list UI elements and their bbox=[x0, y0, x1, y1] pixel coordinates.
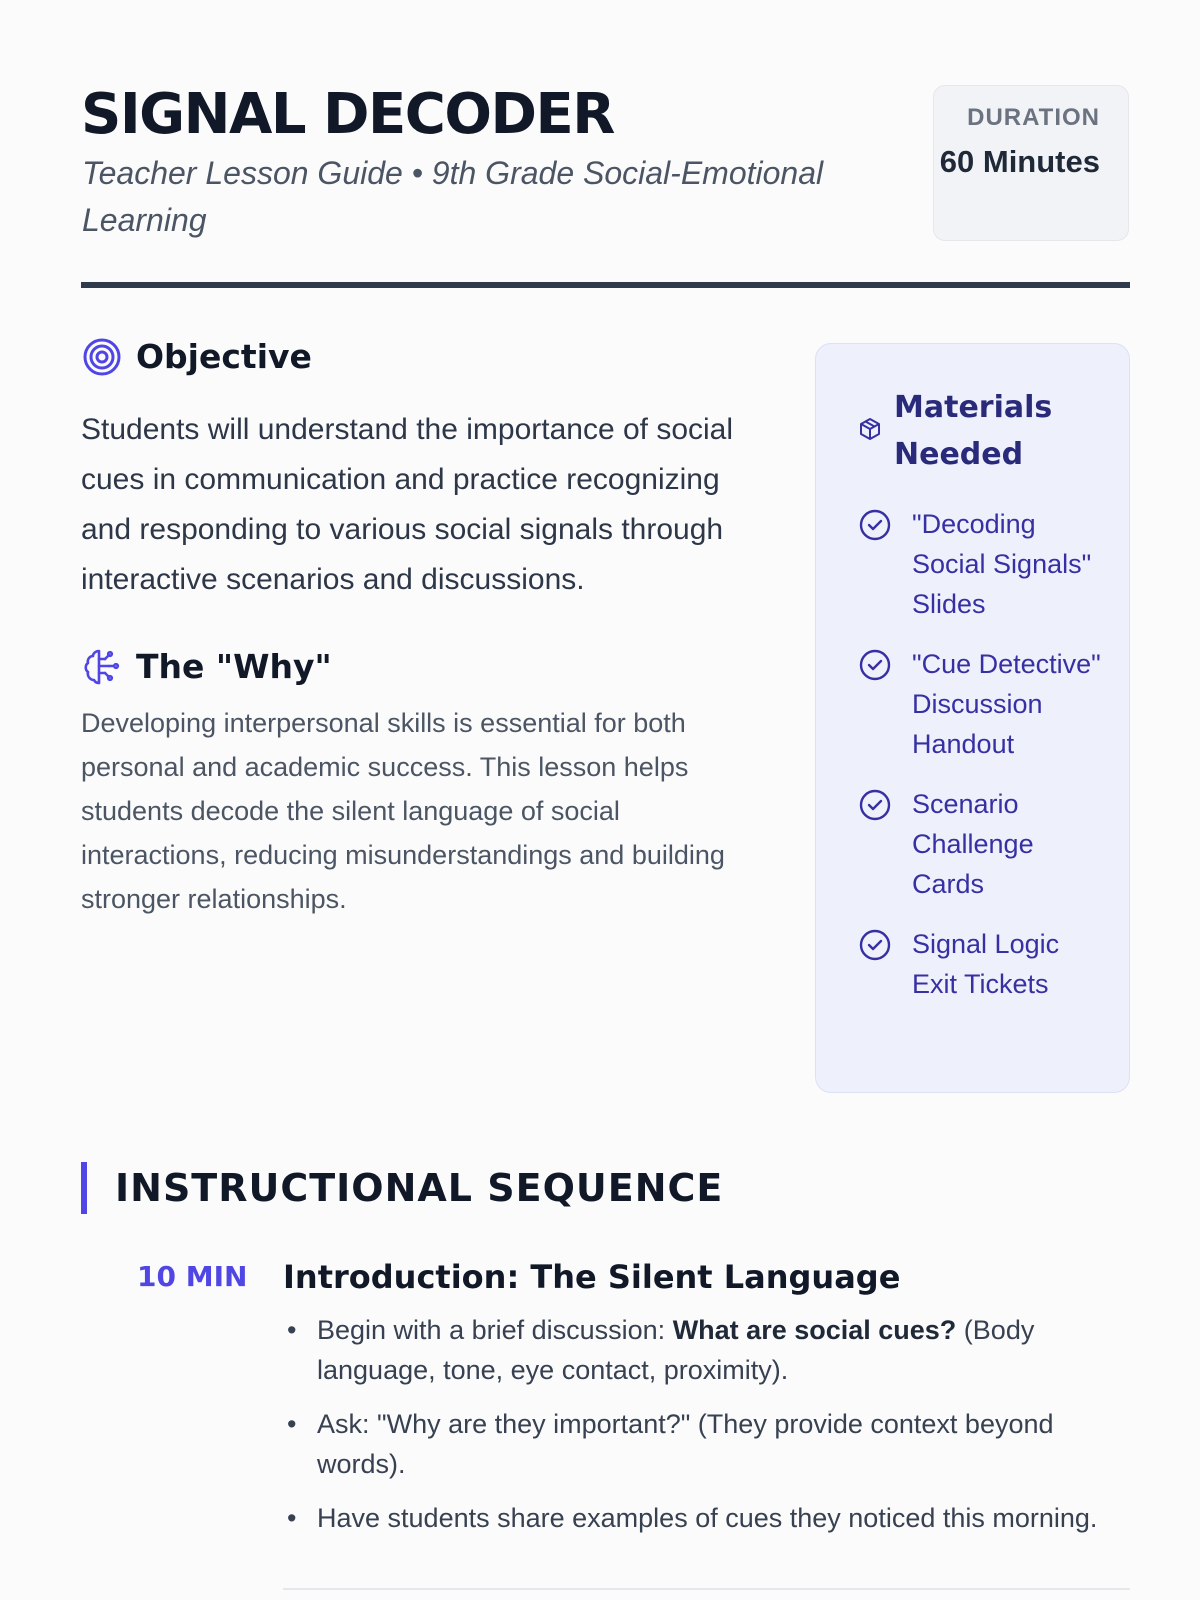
brain-icon bbox=[82, 647, 122, 687]
check-circle-icon bbox=[858, 648, 892, 682]
materials-item bbox=[858, 784, 1108, 904]
why-text: Developing interpersonal skills is essential for both personal and academic success. This lesson helps students decode the silent language of social interactions, reducing misunderstandings and building stronger relationships. bbox=[81, 708, 725, 914]
objective-heading: Objective bbox=[136, 337, 312, 376]
step-time: 10 MIN bbox=[137, 1260, 248, 1293]
materials-item-label: "Cue Detective" Discussion Handout bbox=[912, 649, 1101, 759]
box-icon bbox=[858, 417, 882, 446]
step-bullet bbox=[283, 1310, 1103, 1390]
materials-item bbox=[858, 504, 1108, 624]
why-heading-row bbox=[82, 647, 332, 687]
materials-heading: Materials Needed bbox=[894, 390, 1053, 472]
step-divider bbox=[283, 1588, 1130, 1590]
materials-item-label: Signal Logic Exit Tickets bbox=[912, 929, 1060, 999]
step-bullets bbox=[283, 1310, 1103, 1552]
step-title: Introduction: The Silent Language bbox=[283, 1258, 901, 1296]
check-circle-icon bbox=[858, 788, 892, 822]
step-bullet-text: Have students share examples of cues they noticed this morning. bbox=[317, 1503, 1098, 1533]
materials-card bbox=[815, 343, 1130, 1093]
check-circle-icon bbox=[858, 508, 892, 542]
objective-heading-row bbox=[82, 337, 312, 377]
step-bullet bbox=[283, 1404, 1103, 1484]
materials-item bbox=[858, 924, 1108, 1004]
check-circle-icon bbox=[858, 928, 892, 962]
header-divider bbox=[81, 282, 1130, 288]
materials-item-label: "Decoding Social Signals" Slides bbox=[912, 509, 1092, 619]
materials-heading-row bbox=[858, 384, 1074, 478]
target-icon bbox=[82, 337, 122, 377]
materials-item bbox=[858, 644, 1108, 764]
sequence-heading: INSTRUCTIONAL SEQUENCE bbox=[115, 1166, 724, 1210]
objective-text: Students will understand the importance of social cues in communication and practice recognizing and responding to various social signals through interactive scenarios and discussions. bbox=[81, 413, 734, 596]
duration-label: DURATION bbox=[967, 104, 1100, 131]
step-bullet-text: Ask: "Why are they important?" (They provide context beyond words). bbox=[317, 1409, 1054, 1479]
step-bullet bbox=[283, 1498, 1103, 1538]
lesson-title: SIGNAL DECODER bbox=[81, 82, 614, 147]
materials-item-label: Scenario Challenge Cards bbox=[912, 789, 1034, 899]
materials-list bbox=[858, 504, 1108, 1024]
step-bullet-emphasis: What are social cues? bbox=[672, 1315, 957, 1345]
lesson-subtitle: Teacher Lesson Guide • 9th Grade Social-Emotional Learning bbox=[82, 155, 824, 238]
sequence-heading-row bbox=[81, 1162, 723, 1214]
why-heading: The "Why" bbox=[136, 647, 332, 686]
step-bullet-text: Begin with a brief discussion: bbox=[317, 1315, 673, 1345]
duration-card bbox=[933, 85, 1129, 241]
duration-value: 60 Minutes bbox=[939, 144, 1100, 179]
step-bullet-text: (Body language, tone, eye contact, proximity). bbox=[317, 1315, 1035, 1385]
